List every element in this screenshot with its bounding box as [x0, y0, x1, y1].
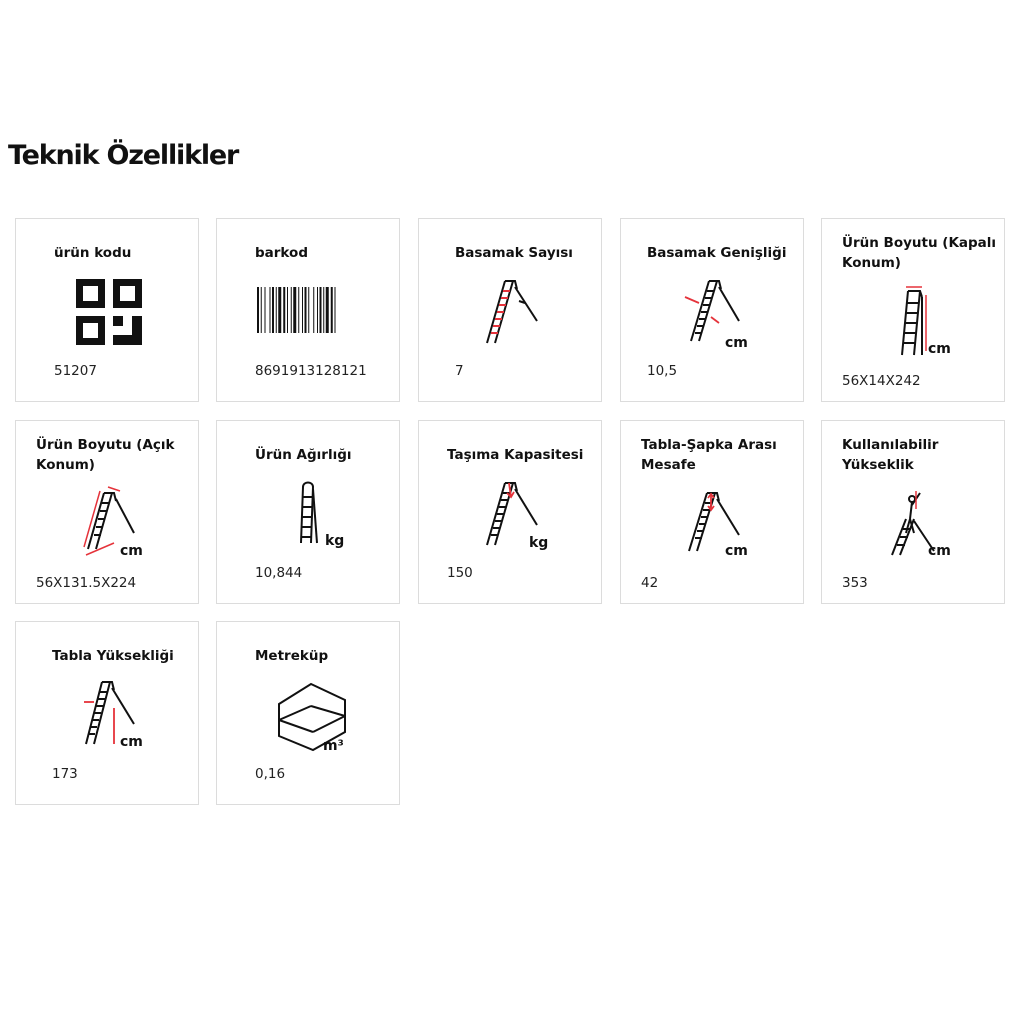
spec-value: 10,844: [255, 565, 303, 581]
spec-card-open-size: [15, 420, 199, 604]
ladder-weight-icon: [295, 481, 355, 551]
spec-label: Basamak Sayısı: [455, 245, 573, 261]
spec-value: 173: [52, 766, 78, 782]
spec-label: Ürün Ağırlığı: [255, 447, 352, 463]
spec-label: Taşıma Kapasitesi: [447, 447, 584, 463]
spec-value: 7: [455, 363, 464, 379]
spec-card-step-count: [418, 218, 602, 402]
unit-label: cm: [928, 341, 951, 357]
ladder-capacity-icon: [481, 479, 553, 551]
ladder-usable-height-icon: [886, 489, 958, 561]
spec-card-step-width: [620, 218, 804, 402]
ladder-step-width-icon: [681, 277, 753, 349]
ladder-platform-top-distance-icon: [685, 489, 757, 561]
ladder-open-size-icon: [80, 487, 158, 559]
spec-card-platform-top-distance: [620, 420, 804, 604]
ladder-steps-icon: [479, 277, 543, 349]
spec-value: 42: [641, 575, 659, 591]
spec-label: Tabla-Şapka Arası Mesafe: [641, 437, 777, 473]
unit-label: cm: [120, 543, 143, 559]
spec-card-weight: [216, 420, 400, 604]
unit-label: cm: [725, 335, 748, 351]
spec-value: 8691913128121: [255, 363, 367, 379]
page-title: Teknik Özellikler: [8, 140, 239, 171]
spec-card-platform-height: [15, 621, 199, 805]
spec-value: 56X131.5X224: [36, 575, 137, 591]
ladder-platform-height-icon: [80, 678, 152, 750]
cube-volume-icon: [275, 680, 353, 752]
spec-card-usable-height: [821, 420, 1005, 604]
spec-value: 56X14X242: [842, 373, 921, 389]
spec-card-product-code: [15, 218, 199, 402]
unit-label: kg: [325, 533, 345, 549]
spec-value: 51207: [54, 363, 97, 379]
spec-label: Ürün Boyutu (Kapalı Konum): [842, 235, 997, 271]
spec-value: 0,16: [255, 766, 286, 782]
unit-label: kg: [529, 535, 549, 551]
unit-label: cm: [725, 543, 748, 559]
spec-label: barkod: [255, 245, 308, 261]
spec-value: 150: [447, 565, 473, 581]
spec-card-closed-size: [821, 218, 1005, 402]
spec-card-capacity: [418, 420, 602, 604]
spec-label: Metreküp: [255, 648, 329, 664]
spec-value: 353: [842, 575, 868, 591]
spec-label: Kullanılabilir Yükseklik: [842, 437, 939, 473]
spec-card-barcode: [216, 218, 400, 402]
barcode-icon: [257, 287, 365, 333]
unit-label: m³: [323, 738, 344, 754]
unit-label: cm: [928, 543, 951, 559]
ladder-closed-size-icon: [892, 287, 962, 359]
spec-label: Ürün Boyutu (Açık Konum): [36, 437, 175, 473]
spec-label: Tabla Yüksekliği: [52, 648, 174, 664]
spec-card-volume: [216, 621, 400, 805]
spec-label: Basamak Genişliği: [647, 245, 787, 261]
unit-label: cm: [120, 734, 143, 750]
qr-code-icon: [74, 277, 144, 347]
spec-label: ürün kodu: [54, 245, 132, 261]
spec-value: 10,5: [647, 363, 678, 379]
